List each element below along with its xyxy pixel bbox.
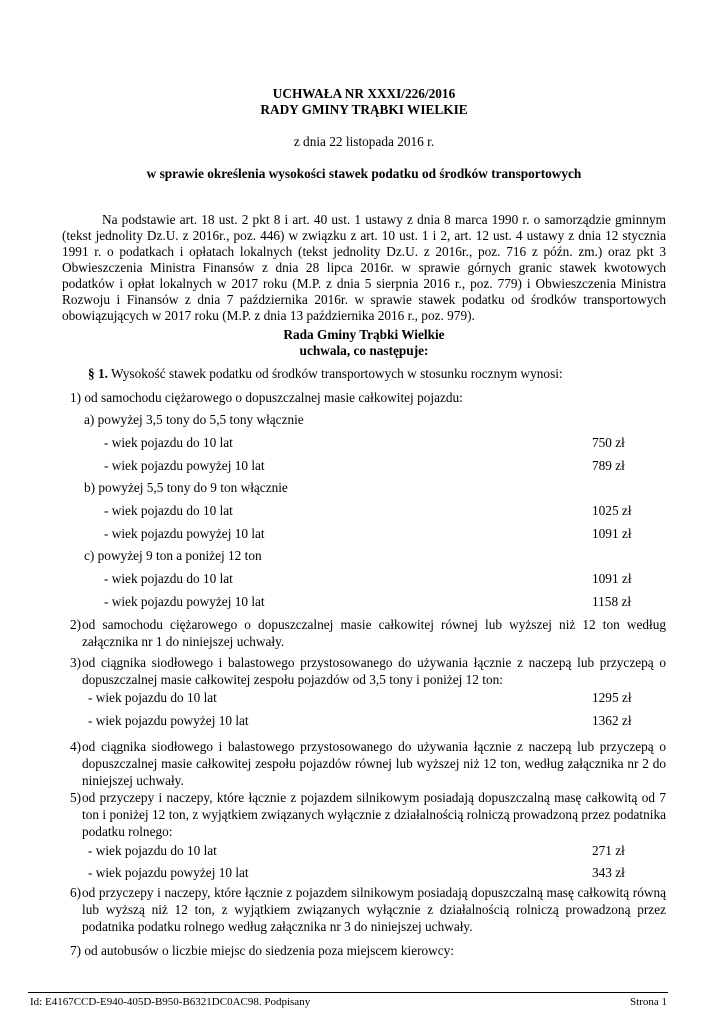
item-3-text: od ciągnika siodłowego i balastowego przystosowanego do używania łącznie z naczepą lub przyczepą o dopuszczalnej masie całkowitej zespołu pojazdów od 3,5 tony i poniżej 12 ton: bbox=[82, 655, 666, 687]
document-id: Id: E4167CCD-E940-405D-B950-B6321DC0AC98. Podpisany bbox=[30, 996, 311, 1008]
resolution-subject: w sprawie określenia wysokości stawek podatku od środków transportowych bbox=[146, 166, 582, 181]
rate-amount: 1091 zł bbox=[592, 526, 632, 541]
rate-label: - wiek pojazdu do 10 lat bbox=[88, 843, 217, 858]
item-1-num: 1) bbox=[70, 390, 82, 405]
preamble-paragraph: Na podstawie art. 18 ust. 2 pkt 8 i art. 40 ust. 1 ustawy z dnia 8 marca 1990 r. o samorządzie gminnym (tekst jednolity Dz.U. z 2016r., poz. 446) w związku z art. 10 ust. 1 i 2, art. 12 ust. 4 ustawy z dnia 12 stycznia 1991 r. o podatkach i opłatach lokalnych (tekst jednolity Dz.U. z 2016r., poz. 716 z późn. zm.) oraz pkt 3 Obwieszczenia Ministra Finansów z dnia 28 lipca 2016r. w sprawie górnych granic stawek kwotowych podatków i opłat lokalnych w 2017 roku (M.P. z dnia 5 sierpnia 2016 r., poz. 779) i Obwieszczenia Ministra Rozwoju i Finansów z dnia 7 października 2016r. w sprawie stawek podatku od środków transportowych obowiązujących w 2017 roku (M.P. z dnia 13 października 2016 r., poz. 979). bbox=[62, 212, 666, 323]
item-4-text: od ciągnika siodłowego i balastowego przystosowanego do używania łącznie z naczepą lub przyczepą o dopuszczalnej masie całkowitej zespołu pojazdów równej lub wyższej niż 12 ton, według załącznika nr 2 do niniejszej uchwały. bbox=[82, 739, 666, 788]
rate-amount: 750 zł bbox=[592, 435, 625, 450]
rate-amount: 1025 zł bbox=[592, 503, 632, 518]
item-6-num: 6) bbox=[70, 885, 82, 900]
item-1a: a) powyżej 3,5 tony do 5,5 tony włącznie bbox=[84, 412, 304, 427]
item-2-num: 2) bbox=[70, 617, 82, 632]
rate-amount: 1091 zł bbox=[592, 571, 632, 586]
council-name-heading: RADY GMINY TRĄBKI WIELKIE bbox=[260, 102, 468, 117]
item-7 bbox=[70, 943, 454, 959]
rate-label: - wiek pojazdu powyżej 10 lat bbox=[104, 594, 265, 609]
resolution-date: z dnia 22 listopada 2016 r. bbox=[293, 134, 435, 149]
rate-label: - wiek pojazdu do 10 lat bbox=[88, 690, 217, 705]
rate-amount: 343 zł bbox=[592, 865, 625, 880]
page-number: Strona 1 bbox=[630, 996, 667, 1008]
item-4-num: 4) bbox=[70, 739, 82, 754]
item-1-text: od samochodu ciężarowego o dopuszczalnej masie całkowitej pojazdu: bbox=[84, 390, 463, 405]
rate-label: - wiek pojazdu do 10 lat bbox=[104, 503, 233, 518]
resolution-number: UCHWAŁA NR XXXI/226/2016 bbox=[272, 86, 456, 101]
item-5-num: 5) bbox=[70, 790, 82, 805]
rate-label: - wiek pojazdu powyżej 10 lat bbox=[88, 865, 249, 880]
rate-amount: 1295 zł bbox=[592, 690, 632, 705]
rate-label: - wiek pojazdu do 10 lat bbox=[104, 435, 233, 450]
item-7-num: 7) bbox=[70, 943, 82, 958]
item-1b: b) powyżej 5,5 tony do 9 ton włącznie bbox=[84, 480, 288, 495]
rate-amount: 271 zł bbox=[592, 843, 625, 858]
item-5-text: od przyczepy i naczepy, które łącznie z pojazdem silnikowym posiadają dopuszczalną masę całkowitą od 7 ton i poniżej 12 ton, z wyjątkiem związanych wyłącznie z działalnością rolniczą prowadzoną przez podatnika podatku rolnego: bbox=[82, 790, 666, 839]
item-7-text: od autobusów o liczbie miejsc do siedzenia poza miejscem kierowcy: bbox=[84, 943, 455, 958]
rate-amount: 1158 zł bbox=[592, 594, 632, 609]
item-2-text: od samochodu ciężarowego o dopuszczalnej masie całkowitej równej lub wyższej niż 12 ton według załącznika nr 1 do niniejszej uchwały. bbox=[82, 617, 666, 649]
rate-label: - wiek pojazdu powyżej 10 lat bbox=[104, 458, 265, 473]
rate-label: - wiek pojazdu powyżej 10 lat bbox=[104, 526, 265, 541]
rate-label: - wiek pojazdu do 10 lat bbox=[104, 571, 233, 586]
rate-amount: 789 zł bbox=[592, 458, 625, 473]
section-mark: § 1. bbox=[88, 366, 108, 381]
item-1c: c) powyżej 9 ton a poniżej 12 ton bbox=[84, 548, 262, 563]
section-1-text: Wysokość stawek podatku od środków transportowych w stosunku rocznym wynosi: bbox=[107, 366, 563, 381]
rate-amount: 1362 zł bbox=[592, 713, 632, 728]
rate-label: - wiek pojazdu powyżej 10 lat bbox=[88, 713, 249, 728]
section-1 bbox=[88, 366, 563, 382]
council-heading: Rada Gminy Trąbki Wielkie bbox=[283, 327, 445, 342]
council-decides: uchwala, co następuje: bbox=[299, 343, 429, 358]
item-1 bbox=[70, 390, 463, 406]
footer-divider bbox=[28, 992, 668, 993]
item-3-num: 3) bbox=[70, 655, 82, 670]
item-6-text: od przyczepy i naczepy, które łącznie z pojazdem silnikowym posiadają dopuszczalną masę całkowitą równą lub wyższą niż 12 ton, z wyjątkiem związanych wyłącznie z działalnością rolniczą prowadzoną przez podatnika podatku rolnego według załącznika nr 3 do niniejszej uchwały. bbox=[82, 885, 666, 934]
